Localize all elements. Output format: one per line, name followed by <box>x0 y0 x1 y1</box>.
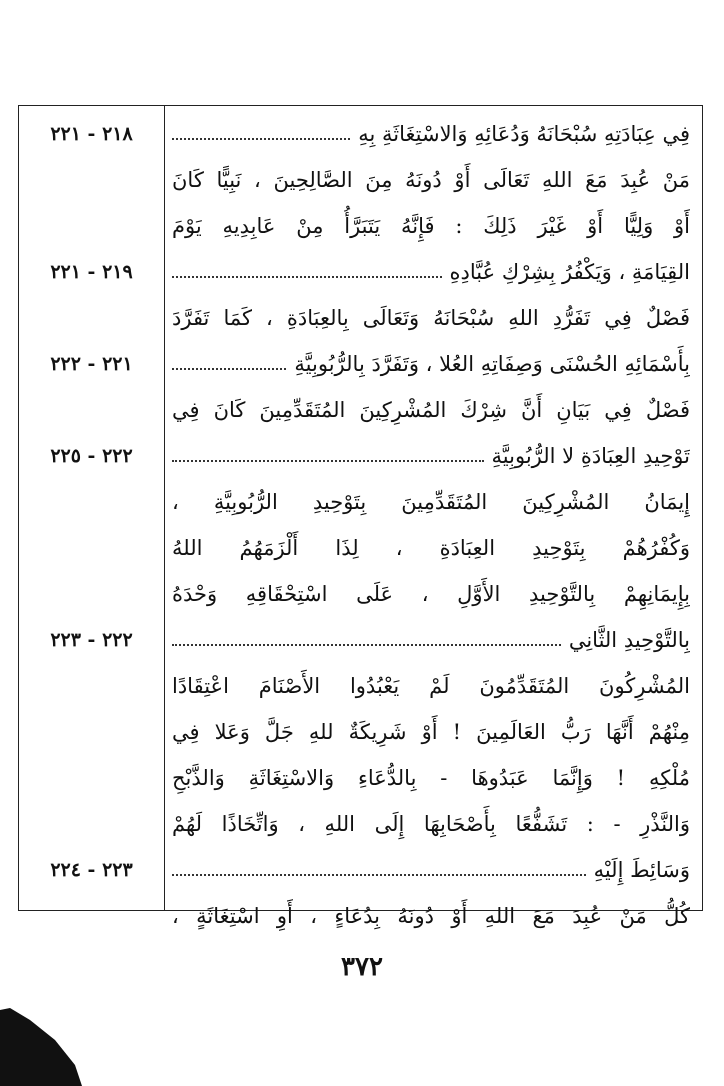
toc-entry <box>19 203 702 249</box>
entry-pages <box>19 203 164 249</box>
entry-text <box>172 157 690 203</box>
entry-label: مِنْهُمْ أَنَّهَا رَبُّ العَالَمِينَ ! أَوْ شَرِيكَةٌ للهِ جَلَّ وَعَلا فِي <box>172 720 690 744</box>
entry-pages <box>19 387 164 433</box>
entry-pages: ٢٢٢ - ٢٢٣ <box>50 629 133 651</box>
dot-leader <box>172 872 586 876</box>
toc-entry <box>19 525 702 571</box>
entry-label: بِالتَّوْحِيدِ الثَّانِي <box>568 628 690 652</box>
toc-entry <box>19 893 702 939</box>
entry-pages: ٢١٩ - ٢٢١ <box>50 261 133 283</box>
entry-text <box>172 893 690 939</box>
dot-leader <box>172 642 561 646</box>
toc-table <box>18 105 703 928</box>
toc-entry <box>19 387 702 433</box>
dot-leader <box>172 366 286 370</box>
entry-text <box>172 847 690 893</box>
toc-entry <box>19 571 702 617</box>
dot-leader <box>172 274 442 278</box>
entry-text <box>172 341 690 387</box>
entry-pages: ٢٢٣ - ٢٢٤ <box>50 859 133 881</box>
entry-label: كُلُّ مَنْ عُبِدَ مَعَ اللهِ أَوْ دُونَهُ بِدُعَاءٍ ، أَوِ اسْتِغَاثَةٍ ، <box>172 904 690 928</box>
entry-label: بِأَسْمَائِهِ الحُسْنَى وَصِفَاتِهِ العُلا ، وَتَفَرَّدَ بِالرُّبُوبِيَّةِ <box>294 352 690 376</box>
entry-text <box>172 479 690 525</box>
entry-pages <box>19 709 164 755</box>
entry-text <box>172 295 690 341</box>
toc-entry <box>19 341 702 387</box>
toc-entry <box>19 249 702 295</box>
toc-entry <box>19 617 702 663</box>
toc-entry <box>19 709 702 755</box>
toc-entry <box>19 755 702 801</box>
entry-label: المُشْرِكُونَ المُتَقَدِّمُونَ لَمْ يَعْبُدُوا الأَصْنَامَ اعْتِقَادًا <box>172 674 690 698</box>
entry-label: وَسَائِطَ إِلَيْهِ <box>593 858 690 882</box>
entry-text <box>172 111 690 157</box>
entry-pages <box>19 479 164 525</box>
entry-text <box>172 387 690 433</box>
entry-label: بِإِيمَانِهِمْ بِالتَّوْحِيدِ الأَوَّلِ ، عَلَى اسْتِحْقَاقِهِ وَحْدَهُ <box>172 582 690 606</box>
entry-label: فَصْلٌ فِي بَيَانِ أَنَّ شِرْكَ المُشْرِكِينَ المُتَقَدِّمِينَ كَانَ فِي <box>172 398 690 422</box>
entry-text <box>172 801 690 847</box>
toc-entry <box>19 663 702 709</box>
page-number: ٣٧٢ <box>341 952 383 982</box>
entry-label: وَالنَّذْرِ - : تَشَفُّعًا بِأَصْحَابِهَا إِلَى اللهِ ، وَاتِّخَاذًا لَهُمْ <box>172 812 690 836</box>
toc-entry <box>19 433 702 479</box>
entry-label: إِيمَانُ المُشْرِكِينَ المُتَقَدِّمِينَ بِتَوْحِيدِ الرُّبُوبِيَّةِ ، <box>172 490 690 514</box>
entry-pages <box>19 525 164 571</box>
dot-leader <box>172 136 350 140</box>
entry-pages: ٢٢٢ - ٢٢٥ <box>50 445 133 467</box>
entry-pages: ٢٢١ - ٢٢٢ <box>50 353 133 375</box>
entry-label: أَوْ وَلِيًّا أَوْ غَيْرَ ذَلِكَ : فَإِنَّهُ يَتَبَرَّأُ مِنْ عَابِدِيهِ يَوْمَ <box>172 214 690 238</box>
entry-pages <box>19 801 164 847</box>
entry-text <box>172 203 690 249</box>
entry-label: فِي عِبَادَتِهِ سُبْحَانَهُ وَدُعَائِهِ وَالاسْتِغَاثَةِ بِهِ <box>358 122 690 146</box>
entry-text <box>172 571 690 617</box>
entry-text <box>172 617 690 663</box>
entry-text <box>172 663 690 709</box>
entry-text <box>172 755 690 801</box>
toc-entry <box>19 801 702 847</box>
toc-entry <box>19 157 702 203</box>
entry-label: القِيَامَةِ ، وَيَكْفُرُ بِشِرْكِ عُبَّادِهِ <box>449 260 690 284</box>
entry-pages <box>19 157 164 203</box>
entry-label: تَوْحِيدِ العِبَادَةِ لا الرُّبُوبِيَّةِ <box>491 444 690 468</box>
entry-text <box>172 249 690 295</box>
entry-label: وَكُفْرُهُمْ بِتَوْحِيدِ العِبَادَةِ ، لِذَا أَلْزَمَهُمُ اللهُ <box>172 536 690 560</box>
entry-label: مَنْ عُبِدَ مَعَ اللهِ تَعَالَى أَوْ دُونَهُ مِنَ الصَّالِحِينَ ، نَبِيًّا كَانَ <box>172 168 690 192</box>
toc-entry <box>19 295 702 341</box>
toc-entry <box>19 111 702 157</box>
toc-entry <box>19 847 702 893</box>
entry-label: فَصْلٌ فِي تَفَرُّدِ اللهِ سُبْحَانَهُ وَتَعَالَى بِالعِبَادَةِ ، كَمَا تَفَرَّدَ <box>172 306 690 330</box>
entry-pages <box>19 571 164 617</box>
entry-pages <box>19 663 164 709</box>
entry-label: مُلْكِهِ ! وَإِنَّمَا عَبَدُوهَا - بِالدُّعَاءِ وَالاسْتِغَاثَةِ وَالذَّبْحِ <box>172 766 690 790</box>
entry-pages <box>19 893 164 939</box>
dot-leader <box>172 458 484 462</box>
entry-pages <box>19 295 164 341</box>
entry-text <box>172 709 690 755</box>
entry-text <box>172 525 690 571</box>
entry-text <box>172 433 690 479</box>
entry-pages: ٢١٨ - ٢٢١ <box>50 123 133 145</box>
entry-pages <box>19 755 164 801</box>
toc-entry <box>19 479 702 525</box>
